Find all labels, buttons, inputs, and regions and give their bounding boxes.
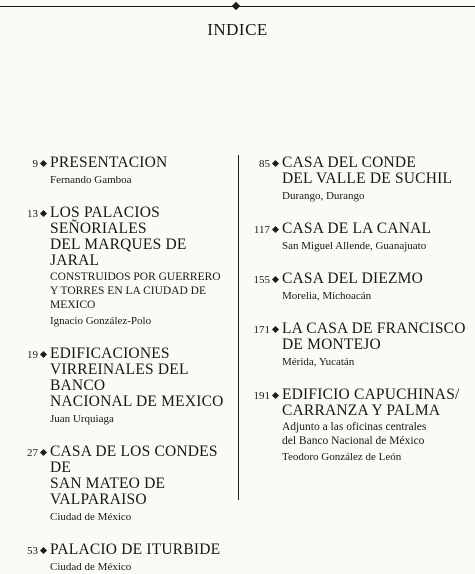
entry-author: Juan Urquiaga [50,413,114,425]
entry-heading: EDIFICACIONES VIRREINALES DEL BANCO NACIONAL DE MEXICO [50,345,224,410]
column-divider [238,155,239,500]
toc-entry[interactable] [16,205,232,328]
diamond-bullet-icon [40,160,47,167]
diamond-bullet-icon [272,276,279,283]
entry-author: Ciudad de México [50,561,132,573]
diamond-bullet-icon [40,351,47,358]
diamond-bullet-icon [272,392,279,399]
page-number: 27 [27,447,38,459]
diamond-bullet-icon [272,326,279,333]
toc-entry[interactable] [248,271,470,303]
entry-subtitle: Adjunto a las oficinas centrales del Banco Nacional de México [282,421,427,447]
page-number: 53 [27,545,38,557]
entry-heading: CASA DEL DIEZMO [282,270,424,287]
page-number: 85 [259,158,270,170]
toc-entry[interactable] [248,321,470,369]
page-number: 13 [27,208,38,220]
entry-author: Morelia, Michoacán [282,290,372,302]
toc-entry[interactable] [248,155,470,203]
left-column [16,155,232,574]
toc-entry[interactable] [248,387,470,464]
page-number: 19 [27,349,38,361]
toc-entry[interactable] [16,155,232,187]
diamond-bullet-icon [40,449,47,456]
entry-author: Teodoro González de León [282,451,402,463]
diamond-bullet-icon [272,160,279,167]
entry-heading: LOS PALACIOS SEÑORIALES DEL MARQUES DE JARAL [50,204,187,269]
entry-heading: PRESENTACION [50,154,168,171]
entry-heading: CASA DE LA CANAL [282,220,432,237]
entry-author: Ciudad de México [50,511,132,523]
diamond-bullet-icon [272,226,279,233]
entry-heading: PALACIO DE ITURBIDE [50,541,221,558]
entry-subtitle: CONSTRUIDOS POR GUERRERO Y TORRES EN LA CIUDAD DE MEXICO [50,271,221,311]
right-column [248,155,470,464]
toc-entry[interactable] [16,346,232,426]
entry-heading: LA CASA DE FRANCISCO DE MONTEJO [282,320,466,353]
toc-entry[interactable] [16,542,232,574]
page-number: 191 [253,390,270,402]
page-number: 155 [253,274,270,286]
page-number: 117 [253,224,270,236]
entry-heading: CASA DEL CONDE DEL VALLE DE SUCHIL [282,154,453,187]
page-number: 171 [253,324,270,336]
entry-heading: EDIFICIO CAPUCHINAS/ CARRANZA Y PALMA [282,386,460,419]
diamond-bullet-icon [40,547,47,554]
entry-author: Ignacio González-Polo [50,315,152,327]
entry-heading: CASA DE LOS CONDES DE SAN MATEO DE VALPARAISO [50,443,218,508]
toc-entry[interactable] [248,221,470,253]
entry-author: San Miguel Allende, Guanajuato [282,240,427,252]
diamond-bullet-icon [40,210,47,217]
entry-author: Fernando Gamboa [50,174,132,186]
entry-author: Mérida, Yucatán [282,356,355,368]
toc-entry[interactable] [16,444,232,524]
page-number: 9 [32,158,38,170]
entry-author: Durango, Durango [282,190,365,202]
page-title: INDICE [207,20,268,39]
diamond-ornament-icon [232,2,240,10]
